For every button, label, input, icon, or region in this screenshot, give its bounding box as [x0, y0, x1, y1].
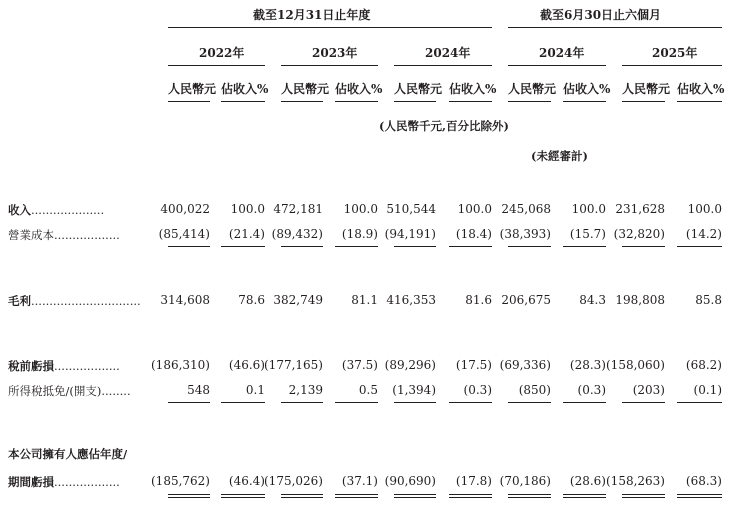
subtotal-rule — [508, 402, 551, 403]
group-rule-half — [508, 27, 722, 28]
table-cell: (37.5) — [341, 358, 378, 372]
year-header-2023: 2023年 — [312, 46, 358, 60]
subtotal-rule — [449, 246, 492, 247]
subtotal-rule — [508, 246, 551, 247]
table-cell: (0.3) — [463, 383, 492, 397]
table-cell: 100.0 — [230, 202, 265, 216]
table-cell: (1,394) — [392, 383, 436, 397]
unaudited-note: (未經審計) — [531, 149, 588, 163]
subtotal-rule — [563, 402, 606, 403]
table-cell: 245,068 — [501, 202, 551, 216]
table-cell: 0.1 — [245, 383, 265, 397]
total-double-rule — [335, 494, 378, 498]
unit-note: (人民幣千元,百分比除外) — [379, 119, 509, 133]
table-cell: (28.3) — [569, 358, 606, 372]
row-label-attributable-loss-line2: 期間虧損.................. — [8, 475, 120, 489]
table-cell: (89,432) — [271, 227, 323, 241]
table-cell: (17.5) — [455, 358, 492, 372]
year-header-2024: 2024年 — [425, 46, 471, 60]
table-cell: (68.3) — [685, 474, 722, 488]
table-cell: 0.5 — [358, 383, 378, 397]
total-double-rule — [221, 494, 265, 498]
subtotal-rule — [281, 402, 323, 403]
table-cell: (89,296) — [384, 358, 436, 372]
subtotal-rule — [394, 402, 436, 403]
subtotal-rule — [281, 246, 323, 247]
table-cell: (21.4) — [228, 227, 265, 241]
subtotal-rule — [449, 402, 492, 403]
table-cell: 2,139 — [288, 383, 323, 397]
table-cell: (94,191) — [384, 227, 436, 241]
table-cell: (14.2) — [685, 227, 722, 241]
col-header-pct: 佔收入% — [335, 82, 383, 96]
table-cell: 100.0 — [457, 202, 492, 216]
row-label-revenue: 收入.................... — [8, 203, 105, 217]
table-cell: (185,762) — [151, 474, 210, 488]
total-double-rule — [168, 494, 210, 498]
total-double-rule — [508, 494, 551, 498]
col-header-rmb: 人民幣元 — [168, 82, 217, 96]
table-cell: (0.1) — [693, 383, 722, 397]
table-cell: (15.7) — [569, 227, 606, 241]
col-rule — [677, 101, 722, 102]
col-header-rmb: 人民幣元 — [508, 82, 557, 96]
year-header-2025-half: 2025年 — [652, 46, 698, 60]
subtotal-rule — [221, 402, 265, 403]
table-cell: (0.3) — [577, 383, 606, 397]
row-label-cost-of-sales: 營業成本.................. — [8, 228, 120, 242]
table-cell: (69,336) — [499, 358, 551, 372]
total-double-rule — [394, 494, 436, 498]
subtotal-rule — [335, 402, 378, 403]
table-cell: 400,022 — [160, 202, 210, 216]
table-cell: (85,414) — [158, 227, 210, 241]
table-cell: (18.9) — [341, 227, 378, 241]
period-group-header-year: 截至12月31日止年度 — [253, 8, 371, 22]
table-cell: 198,808 — [615, 293, 665, 307]
table-cell: (32,820) — [613, 227, 665, 241]
table-cell: 382,749 — [273, 293, 323, 307]
subtotal-rule — [622, 402, 665, 403]
table-cell: 85.8 — [695, 293, 722, 307]
table-cell: (46.6) — [228, 358, 265, 372]
table-cell: 84.3 — [579, 293, 606, 307]
subtotal-rule — [168, 246, 210, 247]
period-group-header-half: 截至6月30日止六個月 — [540, 8, 662, 22]
col-rule — [622, 101, 665, 102]
table-cell: 78.6 — [238, 293, 265, 307]
year-rule — [622, 65, 722, 66]
col-header-pct: 佔收入% — [221, 82, 269, 96]
table-cell: (203) — [632, 383, 665, 397]
subtotal-rule — [622, 246, 665, 247]
total-double-rule — [622, 494, 665, 498]
table-cell: 100.0 — [687, 202, 722, 216]
col-rule — [449, 101, 492, 102]
table-cell: (175,026) — [264, 474, 323, 488]
table-cell: (18.4) — [455, 227, 492, 241]
table-cell: 231,628 — [615, 202, 665, 216]
col-rule — [281, 101, 323, 102]
col-header-rmb: 人民幣元 — [622, 82, 671, 96]
table-cell: (850) — [518, 383, 551, 397]
table-cell: 81.6 — [465, 293, 492, 307]
table-cell: (38,393) — [499, 227, 551, 241]
total-double-rule — [449, 494, 492, 498]
row-label-income-tax: 所得稅抵免/(開支)........ — [8, 384, 131, 398]
subtotal-rule — [221, 246, 265, 247]
year-rule — [508, 65, 606, 66]
col-rule — [221, 101, 265, 102]
col-rule — [394, 101, 436, 102]
table-cell: (70,186) — [499, 474, 551, 488]
row-label-gross-profit: 毛利.............................. — [8, 294, 141, 308]
subtotal-rule — [563, 246, 606, 247]
table-cell: 416,353 — [386, 293, 436, 307]
table-cell: 472,181 — [273, 202, 323, 216]
row-label-loss-before-tax: 稅前虧損.................. — [8, 359, 120, 373]
table-cell: 206,675 — [501, 293, 551, 307]
year-rule — [281, 65, 378, 66]
col-header-pct: 佔收入% — [677, 82, 725, 96]
year-rule — [168, 65, 265, 66]
table-cell: (177,165) — [264, 358, 323, 372]
table-cell: (158,060) — [606, 358, 665, 372]
subtotal-rule — [677, 402, 722, 403]
table-cell: (90,690) — [384, 474, 436, 488]
col-header-pct: 佔收入% — [563, 82, 611, 96]
table-cell: (158,263) — [606, 474, 665, 488]
col-rule — [508, 101, 551, 102]
table-cell: (17.8) — [455, 474, 492, 488]
table-cell: (37.1) — [341, 474, 378, 488]
col-rule — [335, 101, 378, 102]
col-header-rmb: 人民幣元 — [394, 82, 443, 96]
subtotal-rule — [677, 246, 722, 247]
col-rule — [168, 101, 210, 102]
table-cell: 81.1 — [351, 293, 378, 307]
col-header-rmb: 人民幣元 — [281, 82, 330, 96]
year-header-2024-half: 2024年 — [539, 46, 585, 60]
total-double-rule — [677, 494, 722, 498]
table-cell: 314,608 — [160, 293, 210, 307]
table-cell: (186,310) — [151, 358, 210, 372]
year-header-2022: 2022年 — [199, 46, 245, 60]
group-rule-year — [168, 27, 492, 28]
table-cell: 548 — [187, 383, 210, 397]
col-header-pct: 佔收入% — [449, 82, 497, 96]
table-cell: (46.4) — [228, 474, 265, 488]
table-cell: (28.6) — [569, 474, 606, 488]
subtotal-rule — [335, 246, 378, 247]
table-cell: (68.2) — [685, 358, 722, 372]
table-cell: 100.0 — [571, 202, 606, 216]
subtotal-rule — [394, 246, 436, 247]
table-cell: 100.0 — [343, 202, 378, 216]
year-rule — [394, 65, 492, 66]
subtotal-rule — [168, 402, 210, 403]
total-double-rule — [563, 494, 606, 498]
total-double-rule — [281, 494, 323, 498]
table-cell: 510,544 — [386, 202, 436, 216]
col-rule — [563, 101, 606, 102]
row-label-attributable-loss-line1: 本公司擁有人應佔年度/ — [8, 447, 128, 461]
